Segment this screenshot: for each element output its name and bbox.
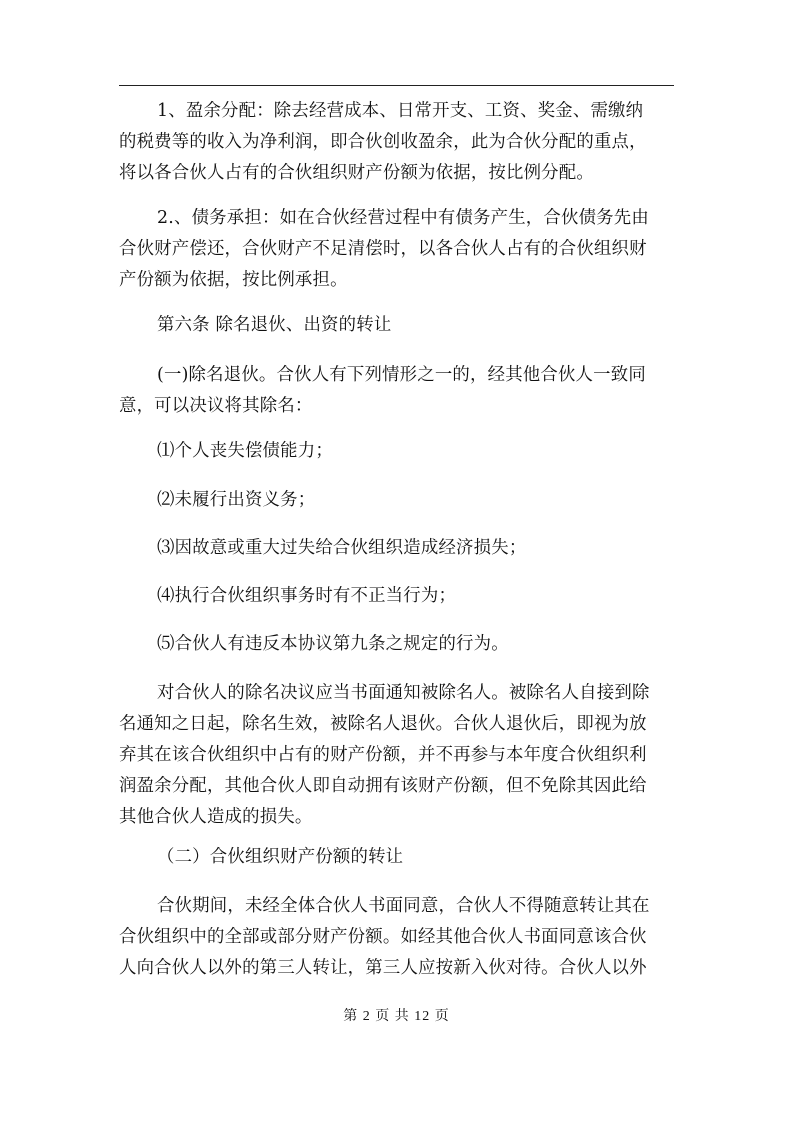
text-line: 2.、债务承担：如在合伙经营过程中有债务产生，合伙债务先由 [157,208,649,228]
paragraph-share-transfer [119,891,679,984]
text-line: 意，可以决议将其除名： [119,396,313,416]
list-item-4 [119,581,679,612]
text-line: 将以各合伙人占有的合伙组织财产份额为依据，按比例分配。 [119,163,594,183]
text-line: ⑴个人丧失偿债能力； [157,441,333,461]
text-line: 其他合伙人造成的损失。 [119,807,313,827]
text-line: （二）合伙组织财产份额的转让 [157,847,404,867]
text-line: 1、盈余分配：除去经营成本、日常开支、工资、奖金、需缴纳 [157,101,644,121]
paragraph-expulsion-notice [119,678,679,833]
text-line: ⑶因故意或重大过失给合伙组织造成经济损失； [157,538,527,558]
text-line: 人向合伙人以外的第三人转让，第三人应按新入伙对待。合伙人以外 [119,958,647,978]
text-line: 名通知之日起，除名生效，被除名人退伙。合伙人退伙后，即视为放 [119,714,647,734]
text-line: 合伙期间，未经全体合伙人书面同意，合伙人不得随意转让其在 [157,896,650,916]
text-line: 的税费等的收入为净利润，即合伙创收盈余，此为合伙分配的重点， [119,132,647,152]
page-number-footer: 第 2 页 共 12 页 [343,1009,450,1024]
text-line: ⑸合伙人有违反本协议第九条之规定的行为。 [157,634,509,654]
paragraph-debt-bearing [119,203,679,296]
text-line: 产份额为依据，按比例承担。 [119,270,348,290]
article-six-heading [119,310,679,341]
text-line: ⑷执行合伙组织事务时有不正当行为； [157,586,457,606]
text-line: 对合伙人的除名决议应当书面通知被除名人。被除名人自接到除 [157,683,650,703]
list-item-5 [119,629,679,660]
text-line: 第六条 除名退伙、出资的转让 [157,315,392,335]
text-line: 合伙财产偿还，合伙财产不足清偿时，以各合伙人占有的合伙组织财 [119,239,647,259]
paragraph-expulsion [119,360,679,422]
header-rule [119,85,674,86]
text-line: ⑵未履行出资义务； [157,490,316,510]
section-two-heading [119,842,679,873]
list-item-1 [119,436,679,467]
paragraph-profit-distribution [119,96,679,189]
text-line: 润盈余分配，其他合伙人即自动拥有该财产份额，但不免除其因此给 [119,776,647,796]
list-item-3 [119,533,679,564]
list-item-2 [119,485,679,516]
text-line: (一)除名退伙。合伙人有下列情形之一的，经其他合伙人一致同 [157,365,646,385]
text-line: 合伙组织中的全部或部分财产份额。如经其他合伙人书面同意该合伙 [119,927,647,947]
text-line: 弃其在该合伙组织中占有的财产份额，并不再参与本年度合伙组织利 [119,745,647,765]
